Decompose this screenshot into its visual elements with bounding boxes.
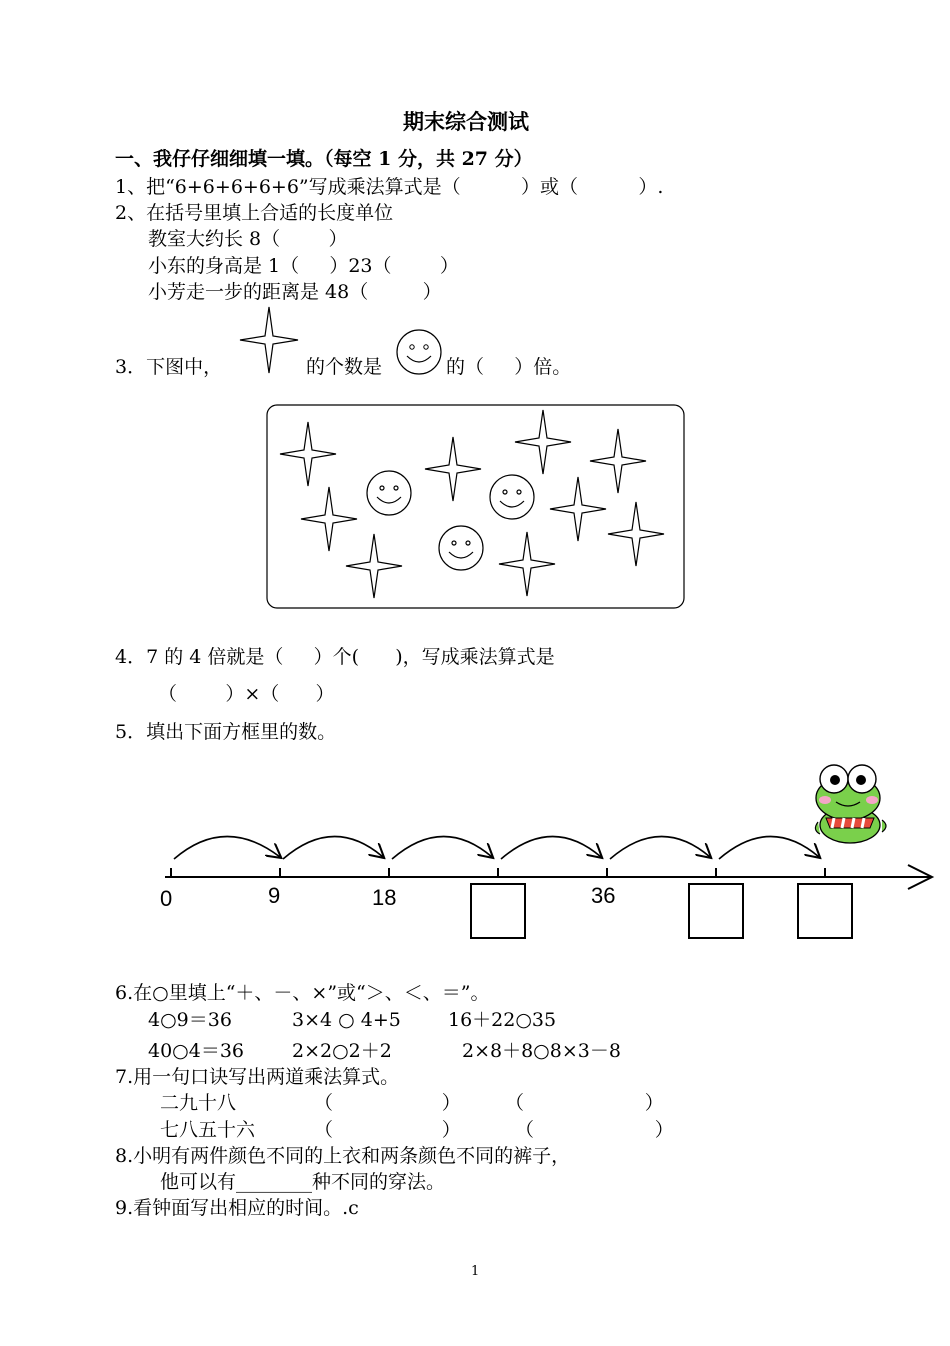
answer-box [689, 884, 743, 938]
question-6-item: 3×4 ○ 4+5 [292, 1009, 401, 1031]
star-icon [608, 502, 664, 566]
question-7-rhyme: 二九十八 [160, 1092, 237, 1114]
page-title: 期末综合测试 [403, 110, 529, 134]
frog-mascot-icon [815, 765, 886, 843]
question-7-blank: （ ） [314, 1092, 461, 1114]
page-number: 1 [471, 1264, 480, 1279]
number-line-label-0: 0 [160, 886, 173, 911]
star-icon [590, 429, 646, 493]
question-6-item: 16＋22○35 [448, 1009, 557, 1031]
question-8-line-2: 他可以有________种不同的穿法。 [160, 1171, 446, 1193]
question-2: 2、在括号里填上合适的长度单位 [115, 202, 394, 224]
question-6-item: 2×8＋8○8×3－8 [462, 1040, 621, 1062]
star-icon [515, 410, 571, 474]
star-icon [280, 422, 336, 486]
question-6-item: 4○9＝36 [148, 1009, 232, 1031]
smiley-icon [490, 475, 534, 519]
number-line-label-9: 9 [268, 883, 281, 908]
number-line [150, 755, 940, 945]
question-9: 9.看钟面写出相应的时间。.c [115, 1197, 359, 1219]
number-line-label-36: 36 [591, 883, 616, 908]
answer-box [471, 884, 525, 938]
question-3-prefix: 3．下图中， [115, 356, 223, 378]
question-6-item: 40○4＝36 [148, 1040, 245, 1062]
answer-box [798, 884, 852, 938]
number-line-label-18: 18 [372, 885, 397, 910]
question-5: 5．填出下面方框里的数。 [115, 721, 337, 743]
question-2-line-2: 小东的身高是 1（ ）23（ ） [148, 255, 459, 277]
question-4-line-1: 4．7 的 4 倍就是（ ）个( )，写成乘法算式是 [115, 646, 555, 668]
star-icon [499, 532, 555, 596]
star-icon [301, 487, 357, 551]
question-6-item: 2×2○2＋2 [292, 1040, 392, 1062]
star-icon [550, 477, 606, 541]
question-6: 6.在○里填上“＋、－、×”或“＞、＜、＝”。 [115, 982, 490, 1004]
star-icon [425, 437, 481, 501]
question-1: 1、把“6+6+6+6+6”写成乘法算式是（ ）或（ ）. [115, 176, 664, 198]
smiley-icon [396, 328, 446, 378]
question-3-suffix: 的（ ）倍。 [446, 356, 572, 378]
question-3-middle: 的个数是 [306, 356, 383, 378]
question-7-blank: （ ） [515, 1119, 674, 1141]
question-7-rhyme: 七八五十六 [160, 1119, 256, 1141]
question-8-line-1: 8.小明有两件颜色不同的上衣和两条颜色不同的裤子， [115, 1145, 571, 1167]
question-7-blank: （ ） [505, 1092, 664, 1114]
question-7: 7.用一句口诀写出两道乘法算式。 [115, 1066, 400, 1088]
stars-and-smileys-figure [266, 404, 686, 610]
smiley-icon [367, 471, 411, 515]
question-2-line-1: 教室大约长 8（ ） [148, 228, 348, 250]
star-icon [346, 534, 402, 598]
section-heading: 一、我仔仔细细填一填。（每空 1 分，共 27 分） [115, 148, 533, 170]
star-icon [238, 305, 300, 375]
smiley-icon [439, 526, 483, 570]
question-4-line-2: （ ）×（ ） [158, 683, 335, 705]
question-7-blank: （ ） [314, 1119, 461, 1141]
question-2-line-3: 小芳走一步的距离是 48（ ） [148, 281, 442, 303]
